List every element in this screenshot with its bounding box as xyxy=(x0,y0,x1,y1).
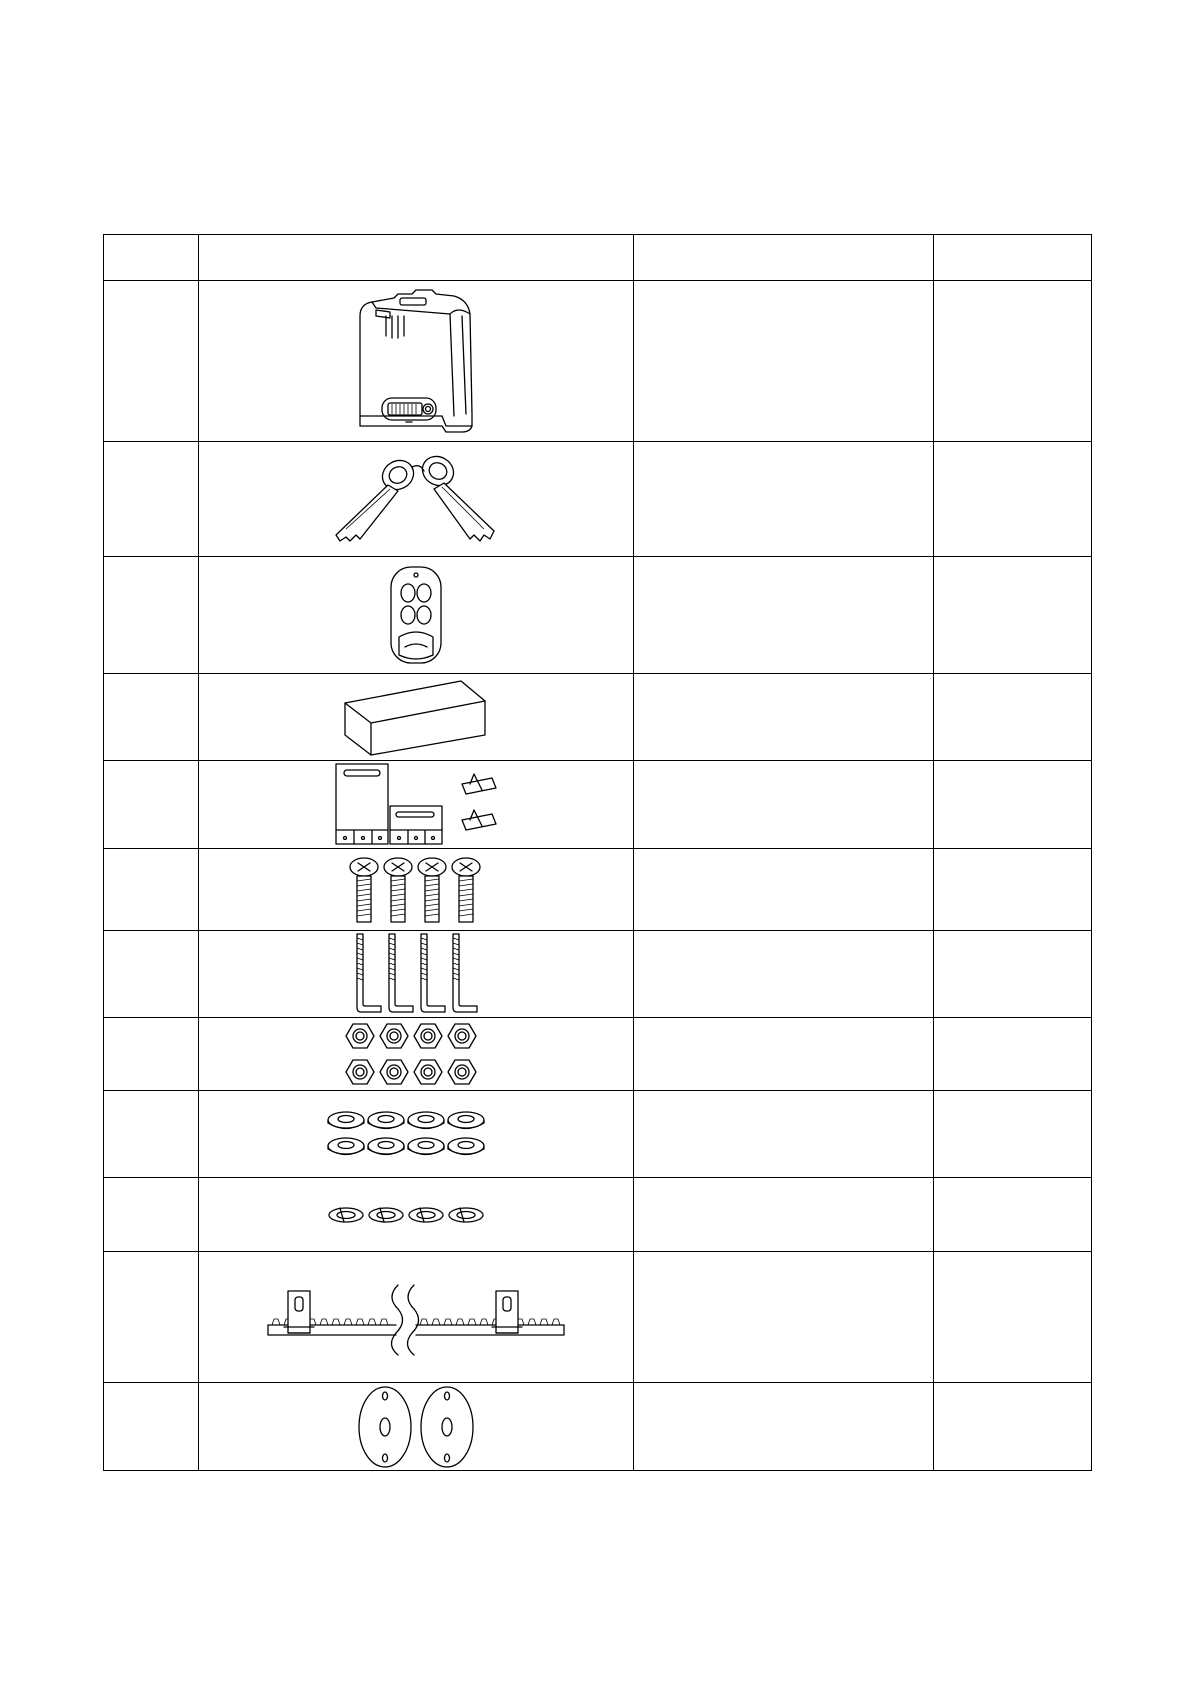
anchor-bolts-icon xyxy=(341,932,491,1016)
table-row xyxy=(104,931,1092,1018)
cell-quantity xyxy=(934,1018,1092,1091)
table-row xyxy=(104,1091,1092,1178)
cell-quantity xyxy=(934,761,1092,849)
table-row xyxy=(104,1252,1092,1383)
cell-no xyxy=(104,1178,199,1252)
cell-description xyxy=(634,442,934,557)
cell-description xyxy=(634,1383,934,1471)
cell-picture xyxy=(199,849,634,931)
cell-quantity xyxy=(934,1383,1092,1471)
table-row xyxy=(104,1178,1092,1252)
mounting-plates-icon xyxy=(351,1385,481,1469)
cell-quantity xyxy=(934,557,1092,674)
header-picture xyxy=(199,235,634,281)
box-icon xyxy=(341,677,491,757)
cell-picture xyxy=(199,931,634,1018)
cell-quantity xyxy=(934,931,1092,1018)
cell-no xyxy=(104,1252,199,1383)
cell-description xyxy=(634,281,934,442)
table-row xyxy=(104,442,1092,557)
cell-picture xyxy=(199,1383,634,1471)
remote-control-icon xyxy=(381,563,451,667)
cell-picture xyxy=(199,761,634,849)
cell-no xyxy=(104,557,199,674)
spring-washers-icon xyxy=(326,1200,506,1230)
cell-quantity xyxy=(934,1091,1092,1178)
cell-quantity xyxy=(934,1178,1092,1252)
gear-rack-icon xyxy=(266,1277,566,1357)
cell-quantity xyxy=(934,849,1092,931)
cell-quantity xyxy=(934,281,1092,442)
cell-no xyxy=(104,1383,199,1471)
release-keys-icon xyxy=(326,449,506,549)
cell-picture xyxy=(199,1018,634,1091)
cell-no xyxy=(104,1091,199,1178)
header-no xyxy=(104,235,199,281)
table-header-row xyxy=(104,235,1092,281)
parts-list-table xyxy=(103,234,1092,1471)
header-quantity xyxy=(934,235,1092,281)
cell-picture xyxy=(199,442,634,557)
cell-picture xyxy=(199,674,634,761)
table-row xyxy=(104,281,1092,442)
cell-quantity xyxy=(934,674,1092,761)
flat-washers-icon xyxy=(326,1104,506,1164)
cell-no xyxy=(104,442,199,557)
cell-picture xyxy=(199,557,634,674)
cell-picture xyxy=(199,1091,634,1178)
hex-nuts-icon xyxy=(341,1020,491,1088)
cell-description xyxy=(634,1252,934,1383)
table-row xyxy=(104,557,1092,674)
cell-description xyxy=(634,761,934,849)
cell-no xyxy=(104,849,199,931)
cell-quantity xyxy=(934,1252,1092,1383)
cell-description xyxy=(634,674,934,761)
cell-description xyxy=(634,1091,934,1178)
cell-picture xyxy=(199,1252,634,1383)
cell-description xyxy=(634,849,934,931)
limit-switch-brackets-icon xyxy=(328,762,504,848)
cell-picture xyxy=(199,1178,634,1252)
cell-description xyxy=(634,1178,934,1252)
cell-no xyxy=(104,761,199,849)
header-description xyxy=(634,235,934,281)
screws-icon xyxy=(346,855,486,925)
table-row xyxy=(104,1018,1092,1091)
cell-no xyxy=(104,1018,199,1091)
cell-description xyxy=(634,1018,934,1091)
cell-picture xyxy=(199,281,634,442)
table-row xyxy=(104,761,1092,849)
cell-quantity xyxy=(934,442,1092,557)
cell-no xyxy=(104,674,199,761)
cell-no xyxy=(104,281,199,442)
table-row xyxy=(104,849,1092,931)
cell-no xyxy=(104,931,199,1018)
table-row xyxy=(104,674,1092,761)
cell-description xyxy=(634,557,934,674)
table-row xyxy=(104,1383,1092,1471)
cell-description xyxy=(634,931,934,1018)
gate-motor-unit-icon xyxy=(346,286,486,436)
